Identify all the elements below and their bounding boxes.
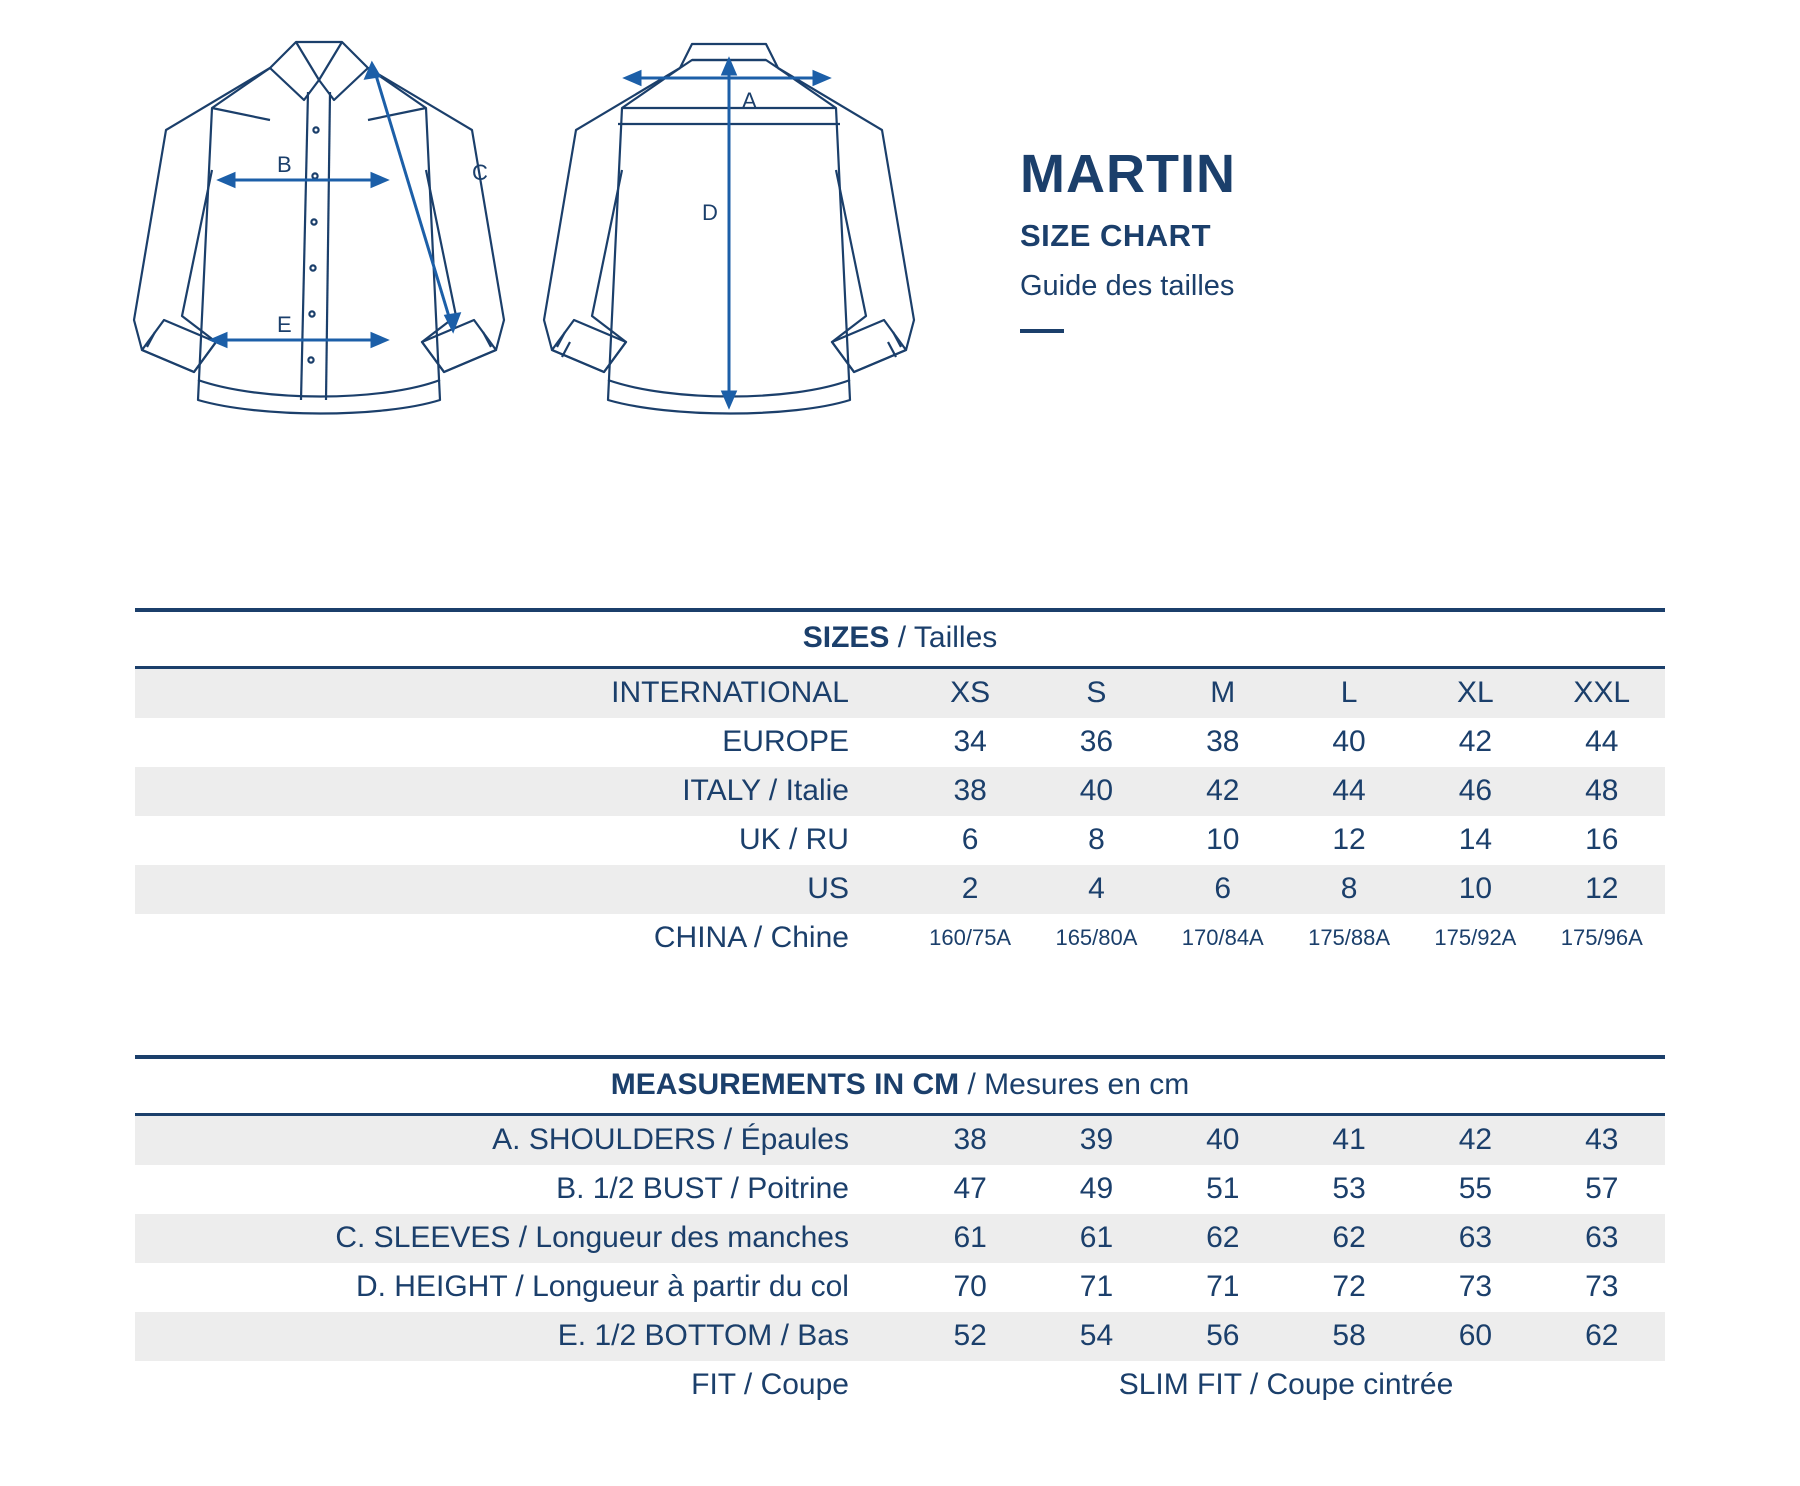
cell: 8: [1286, 865, 1412, 914]
table-row: [135, 865, 1665, 914]
cell: XXL: [1539, 668, 1665, 719]
cell: 70: [907, 1263, 1033, 1312]
meas-title-bold: MEASUREMENTS IN CM: [610, 1068, 960, 1101]
cell: 55: [1412, 1165, 1538, 1214]
row-label: ITALY / Italie: [135, 767, 907, 816]
cell: 10: [1412, 865, 1538, 914]
table-row: [135, 1263, 1665, 1312]
measurements-table-header-row: [135, 1057, 1665, 1115]
cell: 6: [907, 816, 1033, 865]
cell: 63: [1539, 1214, 1665, 1263]
cell: 48: [1539, 767, 1665, 816]
cell: 54: [1033, 1312, 1159, 1361]
fit-value: SLIM FIT / Coupe cintrée: [907, 1361, 1665, 1410]
chart-subtitle-en: SIZE CHART: [1020, 218, 1211, 254]
cell: 38: [907, 1115, 1033, 1166]
table-row: [135, 1214, 1665, 1263]
cell: 39: [1033, 1115, 1159, 1166]
cell: 40: [1033, 767, 1159, 816]
cell: 42: [1412, 1115, 1538, 1166]
cell: L: [1286, 668, 1412, 719]
cell: 62: [1160, 1214, 1286, 1263]
cell: 160/75A: [907, 914, 1033, 963]
cell: 8: [1033, 816, 1159, 865]
cell: 175/88A: [1286, 914, 1412, 963]
cell: XS: [907, 668, 1033, 719]
row-label: UK / RU: [135, 816, 907, 865]
cell: 12: [1539, 865, 1665, 914]
row-label: A. SHOULDERS / Épaules: [135, 1115, 907, 1166]
cell: 170/84A: [1160, 914, 1286, 963]
cell: 47: [907, 1165, 1033, 1214]
shirt-back-illustration: [530, 20, 950, 460]
row-label: CHINA / Chine: [135, 914, 907, 963]
cell: 165/80A: [1033, 914, 1159, 963]
cell: 10: [1160, 816, 1286, 865]
cell: M: [1160, 668, 1286, 719]
cell: 175/92A: [1412, 914, 1538, 963]
title-block: [1020, 145, 1236, 333]
cell: 71: [1033, 1263, 1159, 1312]
title-divider: [1020, 329, 1064, 333]
brand-title: MARTIN: [1020, 144, 1236, 204]
cell: 51: [1160, 1165, 1286, 1214]
cell: 4: [1033, 865, 1159, 914]
cell: 43: [1539, 1115, 1665, 1166]
cell: 40: [1160, 1115, 1286, 1166]
chart-subtitle-fr: Guide des tailles: [1020, 270, 1235, 303]
table-row: [135, 1312, 1665, 1361]
sizes-table-header-row: [135, 610, 1665, 668]
cell: 56: [1160, 1312, 1286, 1361]
row-label: EUROPE: [135, 718, 907, 767]
sizes-title-bold: SIZES: [802, 621, 890, 654]
sizes-table-title: [135, 610, 1665, 668]
cell: 53: [1286, 1165, 1412, 1214]
cell: 34: [907, 718, 1033, 767]
fit-row: [135, 1361, 1665, 1410]
cell: 36: [1033, 718, 1159, 767]
cell: XL: [1412, 668, 1538, 719]
table-row: [135, 1115, 1665, 1166]
sizes-title-sep: /: [889, 621, 914, 654]
cell: 52: [907, 1312, 1033, 1361]
figure-label-d: D: [702, 200, 718, 225]
table-row: [135, 914, 1665, 963]
cell: 61: [907, 1214, 1033, 1263]
figure-label-a: A: [742, 88, 757, 113]
figure-label-c: C: [472, 160, 488, 185]
cell: 71: [1160, 1263, 1286, 1312]
cell: 6: [1160, 865, 1286, 914]
cell: 62: [1539, 1312, 1665, 1361]
cell: 61: [1033, 1214, 1159, 1263]
cell: 12: [1286, 816, 1412, 865]
cell: 62: [1286, 1214, 1412, 1263]
cell: 73: [1412, 1263, 1538, 1312]
row-label: C. SLEEVES / Longueur des manches: [135, 1214, 907, 1263]
sizes-table-wrap: [135, 608, 1665, 963]
cell: 42: [1160, 767, 1286, 816]
illustration-area: [0, 0, 1800, 560]
table-row: [135, 1165, 1665, 1214]
cell: 42: [1412, 718, 1538, 767]
figure-label-b: B: [277, 152, 292, 177]
row-label: D. HEIGHT / Longueur à partir du col: [135, 1263, 907, 1312]
cell: 49: [1033, 1165, 1159, 1214]
cell: 175/96A: [1539, 914, 1665, 963]
fit-label: FIT / Coupe: [135, 1361, 907, 1410]
measurements-table-title: [135, 1057, 1665, 1115]
cell: 63: [1412, 1214, 1538, 1263]
table-row: [135, 718, 1665, 767]
cell: 38: [1160, 718, 1286, 767]
cell: S: [1033, 668, 1159, 719]
cell: 73: [1539, 1263, 1665, 1312]
row-label: E. 1/2 BOTTOM / Bas: [135, 1312, 907, 1361]
sizes-title-light: Tailles: [913, 621, 998, 654]
cell: 60: [1412, 1312, 1538, 1361]
cell: 38: [907, 767, 1033, 816]
row-label: B. 1/2 BUST / Poitrine: [135, 1165, 907, 1214]
row-label: INTERNATIONAL: [135, 668, 907, 719]
cell: 2: [907, 865, 1033, 914]
sizes-table: [135, 608, 1665, 963]
cell: 46: [1412, 767, 1538, 816]
cell: 40: [1286, 718, 1412, 767]
meas-title-light: Mesures en cm: [984, 1068, 1190, 1101]
table-row: [135, 668, 1665, 719]
cell: 72: [1286, 1263, 1412, 1312]
cell: 41: [1286, 1115, 1412, 1166]
table-row: [135, 816, 1665, 865]
measurements-table: [135, 1055, 1665, 1410]
cell: 44: [1539, 718, 1665, 767]
cell: 16: [1539, 816, 1665, 865]
cell: 14: [1412, 816, 1538, 865]
cell: 57: [1539, 1165, 1665, 1214]
shirt-front-illustration: [120, 20, 540, 460]
figure-label-e: E: [277, 312, 292, 337]
row-label: US: [135, 865, 907, 914]
meas-title-sep: /: [959, 1068, 985, 1101]
measurements-table-wrap: [135, 1055, 1665, 1410]
cell: 44: [1286, 767, 1412, 816]
cell: 58: [1286, 1312, 1412, 1361]
table-row: [135, 767, 1665, 816]
